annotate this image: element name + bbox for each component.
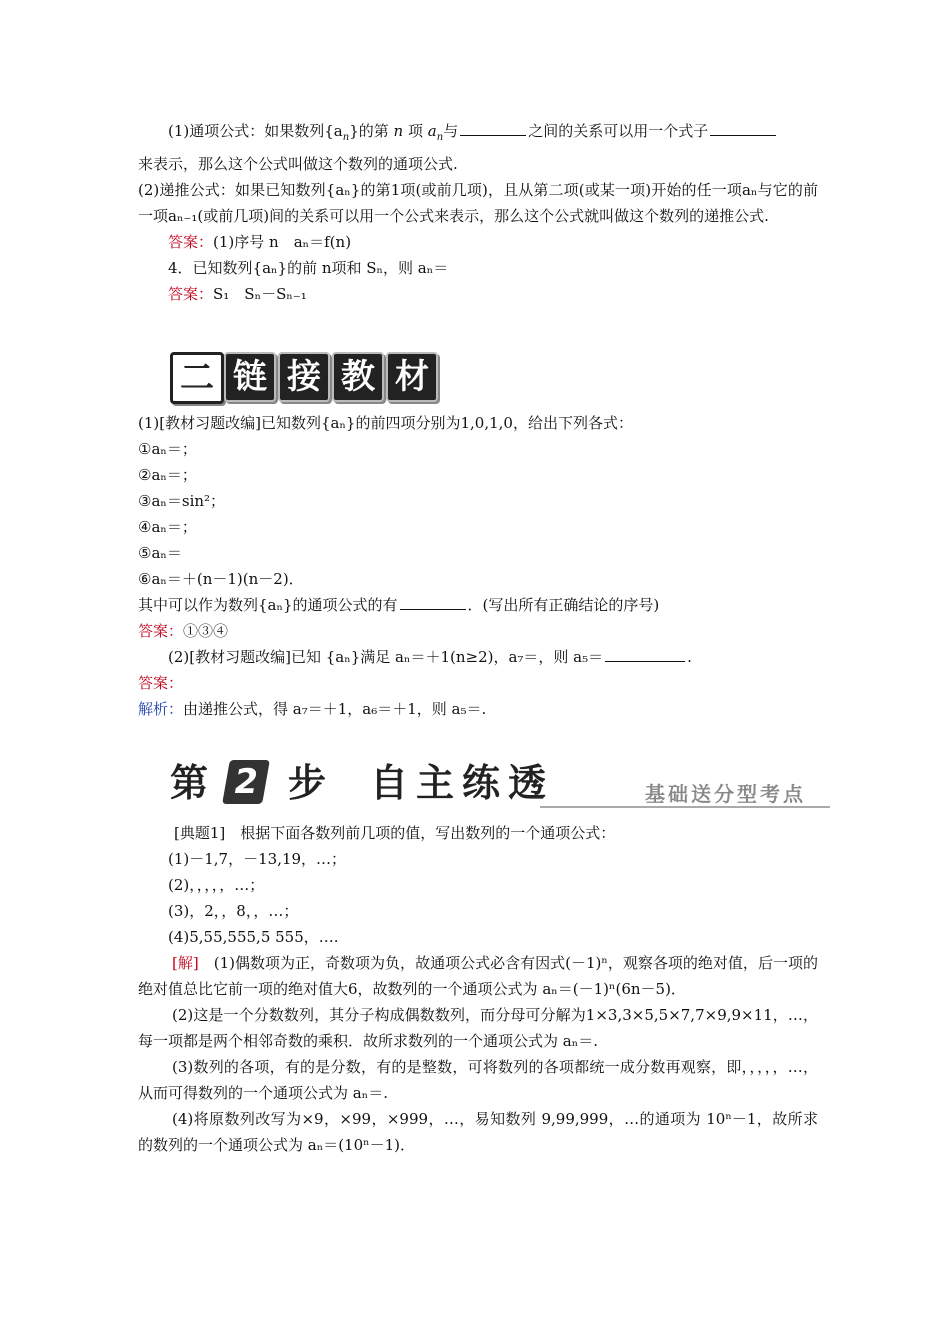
option: ④aₙ＝； (138, 518, 197, 536)
solution-1 (138, 950, 818, 1002)
sequence-item: (4)5,55,555,5 555，…. (168, 928, 339, 946)
answer-line (138, 229, 818, 255)
question-1-intro: (1)[教材习题改编]已知数列{aₙ}的前四项分别为1,0,1,0，给出下列各式： (138, 414, 633, 432)
textbook-exercises (138, 410, 818, 722)
answer-label: 答案： (168, 233, 214, 251)
option: ①aₙ＝； (138, 440, 197, 458)
text: 其中可以作为数列{aₙ}的通项公式的有 (138, 596, 398, 614)
text: }的第 (349, 122, 389, 140)
banner-char: 二 (170, 352, 224, 404)
answer-label: 答案： (138, 674, 184, 692)
analysis-label: 解析： (138, 700, 184, 718)
banner-char: 教 (332, 352, 384, 402)
section-banner-link-textbook (170, 352, 450, 400)
solution-text: (1)偶数项为正，奇数项为负，故通项公式必含有因式(－1)ⁿ，观察各项的绝对值，后一项的绝对值总比它前一项的绝对值大6，故数列的一个通项公式为 aₙ＝(－1)ⁿ(6n－5)． (138, 954, 818, 998)
analysis-line (138, 696, 818, 722)
answer-text: (1)序号 n aₙ＝f(n) (213, 233, 352, 251)
banner-char: 链 (224, 352, 276, 402)
example-section (138, 820, 818, 1158)
recursive-formula-paragraph: (2)递推公式：如果已知数列{aₙ}的第1项(或前几项)，且从第二项(或某一项)开始的任一项aₙ与它的前一项aₙ₋₁(或前几项)间的关系可以用一个公式来表示，那么这个公式就叫做这个数列的递推公式. (138, 181, 818, 225)
answer-label: 答案： (138, 622, 184, 640)
banner-subtitle: 基础送分型考点 (645, 782, 806, 806)
example-title: [典题1] 根据下面各数列前几项的值，写出数列的一个通项公式： (174, 824, 616, 842)
section-banner-step2 (170, 758, 830, 812)
text: . (687, 648, 692, 666)
answer-line (138, 281, 818, 307)
answer-label: 答案： (168, 285, 214, 303)
fill-blank (460, 121, 526, 136)
option: ③aₙ＝sin²； (138, 492, 226, 510)
answer-line (138, 670, 818, 696)
document-page (138, 118, 818, 307)
answer-text: ①③④ (183, 622, 229, 640)
solution-3: (3)数列的各项，有的是分数，有的是整数，可将数列的各项都统一成分数再观察，即，，，，，…，从而可得数列的一个通项公式为 aₙ＝. (138, 1058, 818, 1102)
text: 与 (443, 122, 459, 140)
question-2 (138, 644, 818, 670)
sequence-item: (2)，，，，，…； (168, 876, 265, 894)
text: 之间的关系可以用一个式子 (528, 122, 709, 140)
answer-line (138, 618, 818, 644)
general-formula-line: (1)通项公式：如果数列$\{a_n\}$的第 n 项 $a_n$与 之间的关系可以用一个式子 (138, 118, 818, 151)
fill-blank (710, 121, 776, 136)
option: ⑥aₙ＝＋(n－1)(n－2)． (138, 570, 304, 588)
banner-title: 自主练透 (370, 761, 555, 805)
sequence-item: (3)，2，，8，，…； (168, 902, 299, 920)
option: ②aₙ＝； (138, 466, 197, 484)
analysis-text: 由递推公式，得 a₇＝＋1，a₆＝＋1，则 a₅＝. (183, 700, 487, 718)
text: (1)通项公式：如果数列{a (168, 122, 343, 140)
fill-blank (605, 647, 685, 662)
text: (2)[教材习题改编]已知 {aₙ}满足 aₙ＝＋1(n≥2)，a₇＝，则 a₅＝ (168, 648, 604, 666)
question-4: 4．已知数列{aₙ}的前 n项和 Sₙ，则 aₙ＝ (168, 259, 449, 277)
option: ⑤aₙ＝ (138, 544, 182, 562)
banner-step-number: 2 (222, 760, 270, 804)
text: ．(写出所有正确结论的序号) (467, 596, 660, 614)
solution-2: (2)这是一个分数数列，其分子构成偶数数列，而分母可分解为1×3,3×5,5×7,7×9,9×11，…，每一项都是两个相邻奇数的乘积．故所求数列的一个通项公式为 aₙ＝. (138, 1006, 818, 1050)
fill-blank (400, 595, 466, 610)
banner-bu: 步 (288, 761, 327, 805)
question-1-ask (138, 592, 818, 618)
text: 项 (407, 122, 423, 140)
banner-di: 第 (170, 761, 209, 805)
answer-text: S₁ Sₙ－Sₙ₋₁ (213, 285, 307, 303)
banner-char: 接 (278, 352, 330, 402)
solution-4: (4)将原数列改写为×9，×99，×999，…，易知数列 9,99,999，…的通项为 10ⁿ－1，故所求的数列的一个通项公式为 aₙ＝(10ⁿ－1)． (138, 1110, 818, 1154)
sequence-item: (1)－1,7，－13,19，…； (168, 850, 347, 868)
banner-char: 材 (386, 352, 438, 402)
solution-tag: [解] (172, 954, 199, 972)
general-formula-line2: 来表示，那么这个公式叫做这个数列的通项公式. (138, 155, 458, 173)
